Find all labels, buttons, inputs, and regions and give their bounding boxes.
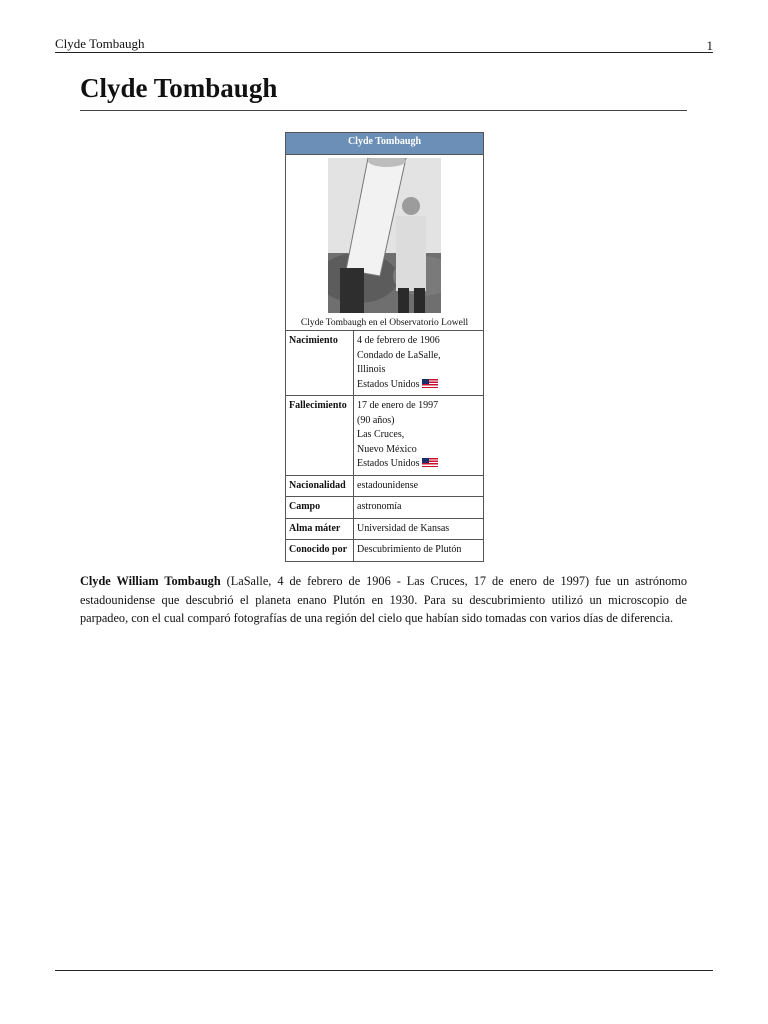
infobox-label: Nacionalidad <box>286 476 354 497</box>
infobox-label: Fallecimiento <box>286 396 354 475</box>
infobox-value-text: Estados Unidos <box>357 458 420 469</box>
infobox-value-text: Condado de LaSalle, <box>357 349 441 361</box>
infobox-value <box>354 519 449 540</box>
infobox-label: Nacimiento <box>286 331 354 395</box>
infobox-value-line <box>357 457 438 472</box>
infobox-row <box>286 331 483 395</box>
infobox-value-line <box>357 543 461 558</box>
infobox-value-text: Universidad de Kansas <box>357 522 450 534</box>
article-paragraph <box>80 572 687 628</box>
infobox-row <box>286 475 483 497</box>
photo-caption: Clyde Tombaugh en el Observatorio Lowell <box>286 313 483 331</box>
infobox-value <box>354 540 461 561</box>
infobox-photo-area <box>286 155 483 313</box>
infobox-value-line <box>357 414 438 429</box>
infobox-rows <box>286 331 483 561</box>
infobox-value-text: 17 de enero de 1997 <box>357 400 439 411</box>
infobox-row <box>286 496 483 518</box>
infobox-value-text: Nuevo México <box>357 443 417 455</box>
infobox-value-text: astronomía <box>357 501 402 512</box>
infobox-title: Clyde Tombaugh <box>286 133 483 155</box>
infobox-value-line <box>357 349 441 364</box>
running-header <box>55 36 713 53</box>
infobox-value <box>354 396 438 475</box>
infobox-value-line <box>357 443 438 458</box>
infobox-label: Campo <box>286 497 354 518</box>
subject-name: Clyde William Tombaugh <box>80 574 221 588</box>
article-title: Clyde Tombaugh <box>80 72 687 111</box>
infobox-value-text: estadounidense <box>357 479 419 491</box>
infobox-row <box>286 395 483 475</box>
infobox-value-text: Descubrimiento de Plutón <box>357 544 462 555</box>
infobox-value <box>354 331 441 395</box>
infobox-value-text: Estados Unidos <box>357 378 420 390</box>
portrait-photo <box>328 158 441 313</box>
running-title: Clyde Tombaugh <box>55 36 145 51</box>
us-flag-icon <box>422 379 438 388</box>
infobox-value-line <box>357 399 438 414</box>
infobox-value-text: 4 de febrero de 1906 <box>357 335 440 346</box>
infobox-row <box>286 518 483 540</box>
infobox-value-line <box>357 378 441 393</box>
infobox-row <box>286 539 483 561</box>
page-number: 1 <box>706 38 713 53</box>
infobox-value-line <box>357 522 449 537</box>
infobox-value-line <box>357 363 441 378</box>
infobox <box>285 132 484 562</box>
infobox-value-text: Illinois <box>357 364 386 375</box>
infobox-label: Alma máter <box>286 519 354 540</box>
infobox-value-line <box>357 334 441 349</box>
paragraph-text: (LaSalle, 4 de febrero de 1906 - Las Cruces, 17 de enero de 1997) fue un astrónomo estadounidense que descubrió el planeta enano Plutón en 1930. Para su descubrimiento utilizó un microscopio de parpadeo, con el cual comparó fotografías de una región del cielo que habían sido tomadas con varios días de diferencia. <box>80 574 687 626</box>
infobox-value <box>354 497 401 518</box>
infobox-label: Conocido por <box>286 540 354 561</box>
infobox-value-text: (90 años) <box>357 414 395 426</box>
footer-rule <box>55 970 713 971</box>
infobox-value-line <box>357 479 418 494</box>
photo-illustration <box>328 158 441 313</box>
infobox-value <box>354 476 418 497</box>
infobox-value-line <box>357 428 438 443</box>
infobox-value-line <box>357 500 401 515</box>
us-flag-icon <box>422 458 438 467</box>
infobox-value-text: Las Cruces, <box>357 429 405 440</box>
